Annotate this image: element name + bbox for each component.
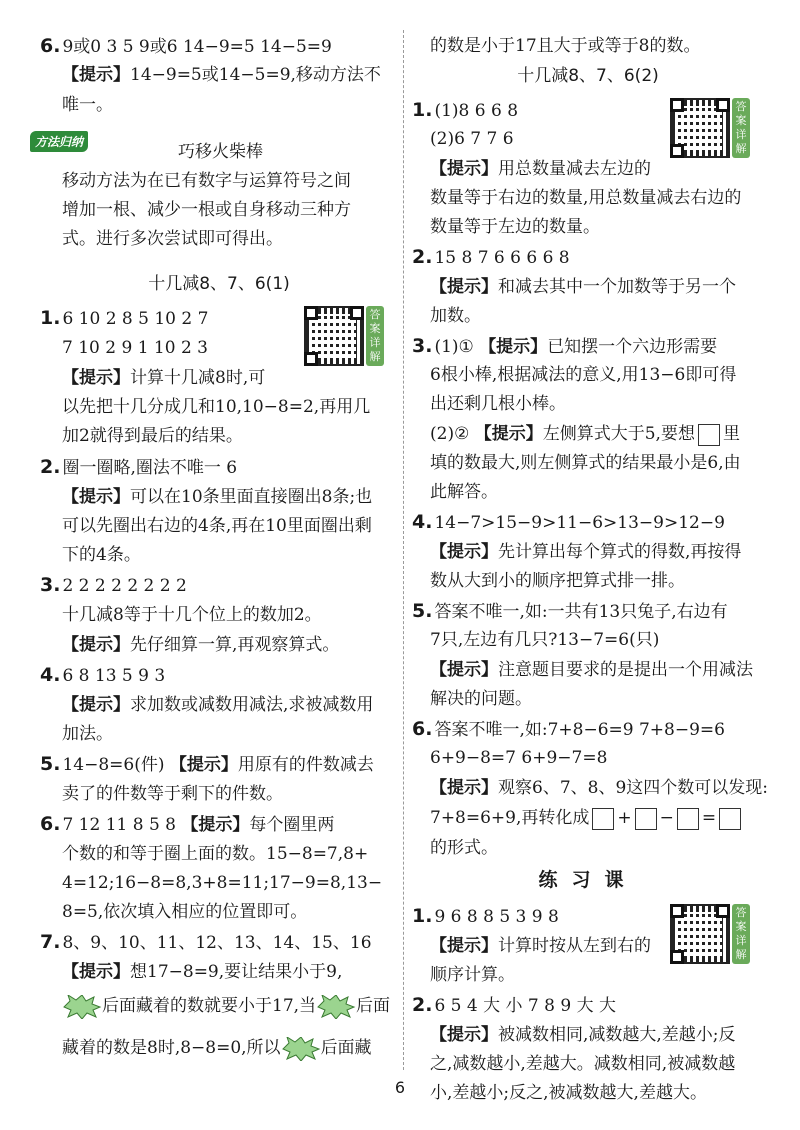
hint-line: 的形式。 [430,838,498,858]
answer-line: 1. 6 10 2 8 5 10 2 7 [40,307,209,329]
hint-line: 【提示】14−9=5或14−5=9,移动方法不 [62,65,381,85]
section-title: 十几减8、7、6(1) [148,274,290,294]
qr-tag: 答案详解 [366,306,384,366]
answer-line: 7. 8、9、10、11、12、13、14、15、16 [40,931,372,953]
burst-icon [281,1037,321,1061]
hint-line: 出还剩几根小棒。 [430,394,566,414]
method-text: 式。进行多次尝试即可得出。 [62,229,283,249]
answer-line: 4. 14−7>15−9>11−6>13−9>12−9 [412,511,725,533]
answer-line: 2. 圈一圈略,圈法不唯一 6 [40,456,238,478]
hint-line: 数从大到小的顺序把算式排一排。 [430,571,685,591]
answer-line: 6. 7 12 11 8 5 8 【提示】每个圈里两 [40,813,335,835]
text-line: 唯一。 [62,95,113,115]
answer-line: 5. 答案不唯一,如:一共有13只兔子,右边有 [412,600,728,622]
hint-line: 【提示】观察6、7、8、9这四个数可以发现: [430,778,768,798]
blank-box [592,808,614,830]
hint-line: 填的数最大,则左侧算式的结果最小是6,由 [430,453,741,473]
hint-line: 的数是小于17且大于或等于8的数。 [430,36,701,56]
hint-line: 4=12;16−8=8,3+8=11;17−9=8,13− [62,873,383,893]
answer-line: 2. 6 5 4 大 小 7 8 9 大 大 [412,994,616,1016]
hint-line: 卖了的件数等于剩下的件数。 [62,784,283,804]
hint-line: 小,差越小;反之,被减数越大,差越大。 [430,1083,707,1103]
method-text: 移动方法为在已有数字与运算符号之间 [62,171,351,191]
answer-line: 6. 9或0 3 5 9或6 14−9=5 14−5=9 [40,35,332,57]
qr-tag: 答案详解 [732,904,750,964]
hint-line: 【提示】和减去其中一个加数等于另一个 [430,277,736,297]
hint-line: 个数的和等于圈上面的数。15−8=7,8+ [62,844,369,864]
hint-line: 之,减数越小,差越大。减数相同,被减数越 [430,1054,736,1074]
hint-line: 7+8=6+9,再转化成 + − = [430,806,744,830]
blank-box [719,808,741,830]
answer-line: 6. 答案不唯一,如:7+8−6=9 7+8−9=6 [412,718,725,740]
hint-line: 【提示】计算十几减8时,可 [62,368,266,388]
hint-line: 加数。 [430,306,481,326]
hint-line: 此解答。 [430,482,498,502]
hint-line: 数量等于右边的数量,用总数量减去右边的 [430,188,742,208]
answer-line: 3. 2 2 2 2 2 2 2 2 [40,574,187,596]
answer-line: 4. 6 8 13 5 9 3 [40,664,166,686]
answer-line: 5. 14−8=6(件) 【提示】用原有的件数减去 [40,753,374,775]
hint-line: 下的4条。 [62,545,141,565]
answer-line: 3. (1)① 【提示】已知摆一个六边形需要 [412,335,718,357]
hint-line: 藏着的数是8时,8−8=0,所以 后面藏 [62,1036,372,1061]
hint-line: 加法。 [62,724,113,744]
hint-line: (2)② 【提示】左侧算式大于5,要想 里 [430,424,740,444]
answer-line: 7 10 2 9 1 10 2 3 [62,338,208,358]
blank-box [698,424,720,446]
answer-line: 6+9−8=7 6+9−7=8 [430,748,608,768]
answer-line: 十几减8等于十几个位上的数加2。 [62,605,322,625]
method-text: 增加一根、减少一根或自身移动三种方 [62,200,351,220]
qr-code[interactable] [670,904,750,972]
page-number: 6 [394,1078,406,1097]
hint-line: 顺序计算。 [430,965,515,985]
hint-line: 6根小棒,根据减法的意义,用13−6即可得 [430,365,737,385]
method-badge: 方法归纳 [30,131,88,152]
qr-tag: 答案详解 [732,98,750,158]
qr-code[interactable] [304,306,384,374]
hint-line: 解决的问题。 [430,689,532,709]
blank-box [677,808,699,830]
qr-code[interactable] [670,98,750,166]
answer-line: 7只,左边有几只?13−7=6(只) [430,630,660,650]
answer-line: 2. 15 8 7 6 6 6 6 8 [412,246,570,268]
blank-box [635,808,657,830]
burst-icon [62,995,102,1019]
hint-line: 【提示】注意题目要求的是提出一个用减法 [430,660,753,680]
section-title: 十几减8、7、6(2) [517,66,659,86]
column-divider [403,30,404,1070]
hint-line: 【提示】被减数相同,减数越大,差越小;反 [430,1025,736,1045]
method-title: 巧移火柴棒 [178,142,263,162]
hint-line: 【提示】可以在10条里面直接圈出8条;也 [62,487,373,507]
hint-line: 【提示】先计算出每个算式的得数,再按得 [430,542,742,562]
section-title: 练习课 [538,869,638,891]
hint-line: 【提示】先仔细算一算,再观察算式。 [62,635,340,655]
hint-line: 加2就得到最后的结果。 [62,426,243,446]
hint-line: 可以先圈出右边的4条,再在10里面圈出剩 [62,516,372,536]
hint-line: 【提示】计算时按从左到右的 [430,936,651,956]
hint-line: 【提示】求加数或减数用减法,求被减数用 [62,695,374,715]
burst-icon [316,995,356,1019]
hint-line: 数量等于左边的数量。 [430,217,600,237]
hint-line: 【提示】想17−8=9,要让结果小于9, [62,962,343,982]
hint-line: 后面藏着的数就要小于17,当 后面 [62,994,390,1019]
hint-line: 8=5,依次填入相应的位置即可。 [62,902,308,922]
answer-line: 1. (1)8 6 6 8 [412,99,519,121]
hint-line: 【提示】用总数量减去左边的 [430,159,651,179]
hint-line: 以先把十几分成几和10,10−8=2,再用几 [62,397,371,417]
answer-line: (2)6 7 7 6 [430,129,514,149]
answer-line: 1. 9 6 8 8 5 3 9 8 [412,905,559,927]
